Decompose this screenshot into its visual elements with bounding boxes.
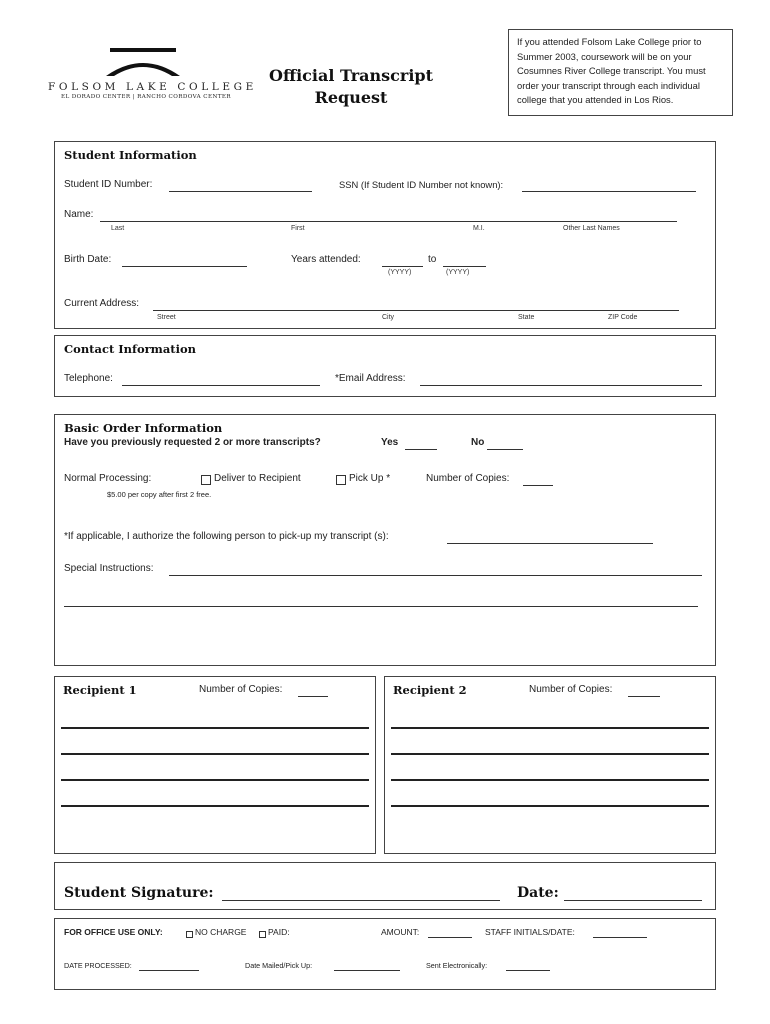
- pickup-label: Pick Up *: [349, 473, 391, 484]
- amount-label: AMOUNT:: [381, 927, 420, 937]
- address-sub-zip: ZIP Code: [608, 314, 638, 321]
- special-instructions-field[interactable]: [169, 564, 702, 576]
- telephone-label: Telephone:: [64, 373, 113, 384]
- name-sub-mi: M.I.: [473, 225, 485, 232]
- no-charge-checkbox[interactable]: [186, 931, 193, 938]
- office-use-heading: FOR OFFICE USE ONLY:: [64, 927, 163, 937]
- paid-checkbox[interactable]: [259, 931, 266, 938]
- special-instructions-label: Special Instructions:: [64, 563, 154, 574]
- signature-label: Student Signature:: [64, 885, 214, 901]
- contact-information-section: [54, 335, 716, 397]
- recipient-1-copies-field[interactable]: [298, 685, 328, 697]
- title-line-1: Official Transcript: [269, 66, 433, 85]
- student-id-label: Student ID Number:: [64, 179, 153, 190]
- sent-electronically-field[interactable]: [506, 962, 550, 971]
- recipient-2-section: [384, 676, 716, 854]
- date-processed-label: DATE PROCESSED:: [64, 961, 132, 970]
- signature-section: [54, 862, 716, 910]
- logo-tagline: EL DORADO CENTER | RANCHO CORDOVA CENTER: [61, 94, 231, 100]
- birth-date-label: Birth Date:: [64, 254, 112, 265]
- ssn-field[interactable]: [522, 180, 696, 192]
- no-label: No: [471, 437, 485, 448]
- recipient-2-copies-field[interactable]: [628, 685, 660, 697]
- staff-initials-label: STAFF INITIALS/DATE:: [485, 927, 575, 937]
- name-sub-other: Other Last Names: [563, 225, 620, 232]
- recipient-2-heading: Recipient 2: [393, 683, 467, 697]
- signature-field[interactable]: [222, 887, 500, 901]
- deliver-label: Deliver to Recipient: [214, 473, 301, 484]
- student-information-section: [54, 141, 716, 329]
- recipient-2-line-1[interactable]: [391, 715, 709, 729]
- sent-electronically-label: Sent Electronically:: [426, 961, 488, 970]
- title-line-2: Request: [314, 88, 388, 107]
- email-label: *Email Address:: [335, 373, 406, 384]
- yes-label: Yes: [381, 437, 399, 448]
- staff-initials-field[interactable]: [593, 928, 647, 938]
- normal-processing-label: Normal Processing:: [64, 473, 152, 484]
- special-instructions-line-2[interactable]: [64, 595, 698, 607]
- telephone-field[interactable]: [122, 374, 320, 386]
- amount-field[interactable]: [428, 928, 472, 938]
- address-label: Current Address:: [64, 298, 140, 309]
- recipient-1-line-1[interactable]: [61, 715, 369, 729]
- name-field[interactable]: [100, 210, 677, 222]
- recipient-1-copies-label: Number of Copies:: [199, 684, 283, 695]
- logo-name: FOLSOM LAKE COLLEGE: [48, 81, 257, 93]
- recipient-1-heading: Recipient 1: [63, 683, 137, 697]
- student-heading: Student Information: [64, 148, 197, 162]
- recipient-1-section: [54, 676, 376, 854]
- address-sub-street: Street: [157, 314, 176, 321]
- fee-note: $5.00 per copy after first 2 free.: [107, 490, 212, 499]
- notice-text: If you attended Folsom Lake College prior to Summer 2003, coursework will be on your Cosumnes River College transcript. You must order your transcript through each individual college that you attended in Los Rios.: [517, 36, 706, 105]
- years-sub-to: (YYYY): [446, 269, 470, 276]
- years-to-field[interactable]: [443, 255, 486, 267]
- name-sub-last: Last: [111, 225, 125, 232]
- date-field[interactable]: [564, 887, 702, 901]
- order-heading: Basic Order Information: [64, 421, 223, 435]
- previous-requests-question: Have you previously requested 2 or more transcripts?: [64, 437, 321, 448]
- recipient-2-line-4[interactable]: [391, 793, 709, 807]
- years-sub-from: (YYYY): [388, 269, 412, 276]
- ssn-label: SSN (If Student ID Number not known):: [339, 179, 504, 190]
- years-to-label: to: [428, 254, 437, 265]
- student-id-field[interactable]: [169, 180, 312, 192]
- recipient-1-line-3[interactable]: [61, 767, 369, 781]
- date-mailed-field[interactable]: [334, 962, 400, 971]
- years-attended-label: Years attended:: [291, 254, 361, 265]
- authorize-label: *If applicable, I authorize the following person to pick-up my transcript (s):: [64, 531, 389, 542]
- address-sub-city: City: [382, 314, 395, 321]
- recipient-2-copies-label: Number of Copies:: [529, 684, 613, 695]
- college-logo: [48, 48, 257, 108]
- deliver-checkbox[interactable]: [201, 475, 211, 485]
- copies-label: Number of Copies:: [426, 473, 510, 484]
- authorize-field[interactable]: [447, 532, 653, 544]
- birth-date-field[interactable]: [122, 255, 247, 267]
- name-sub-first: First: [291, 225, 305, 232]
- recipient-1-line-4[interactable]: [61, 793, 369, 807]
- logo-arch-icon: [102, 48, 184, 78]
- recipient-1-line-2[interactable]: [61, 741, 369, 755]
- yes-field[interactable]: [405, 438, 437, 450]
- office-use-section: [54, 918, 716, 990]
- date-processed-field[interactable]: [139, 962, 199, 971]
- notice-box: [508, 29, 733, 116]
- address-sub-state: State: [518, 314, 535, 321]
- address-field[interactable]: [153, 299, 679, 311]
- copies-field[interactable]: [523, 474, 553, 486]
- recipient-2-line-3[interactable]: [391, 767, 709, 781]
- contact-heading: Contact Information: [64, 342, 197, 356]
- page-title: [248, 65, 454, 109]
- name-label: Name:: [64, 209, 94, 220]
- basic-order-section: [54, 414, 716, 666]
- date-label: Date:: [517, 885, 559, 901]
- years-from-field[interactable]: [382, 255, 423, 267]
- no-field[interactable]: [487, 438, 523, 450]
- no-charge-label: NO CHARGE: [195, 927, 247, 937]
- paid-label: PAID:: [268, 927, 290, 937]
- date-mailed-label: Date Mailed/Pick Up:: [245, 961, 313, 970]
- recipient-2-line-2[interactable]: [391, 741, 709, 755]
- pickup-checkbox[interactable]: [336, 475, 346, 485]
- email-field[interactable]: [420, 374, 702, 386]
